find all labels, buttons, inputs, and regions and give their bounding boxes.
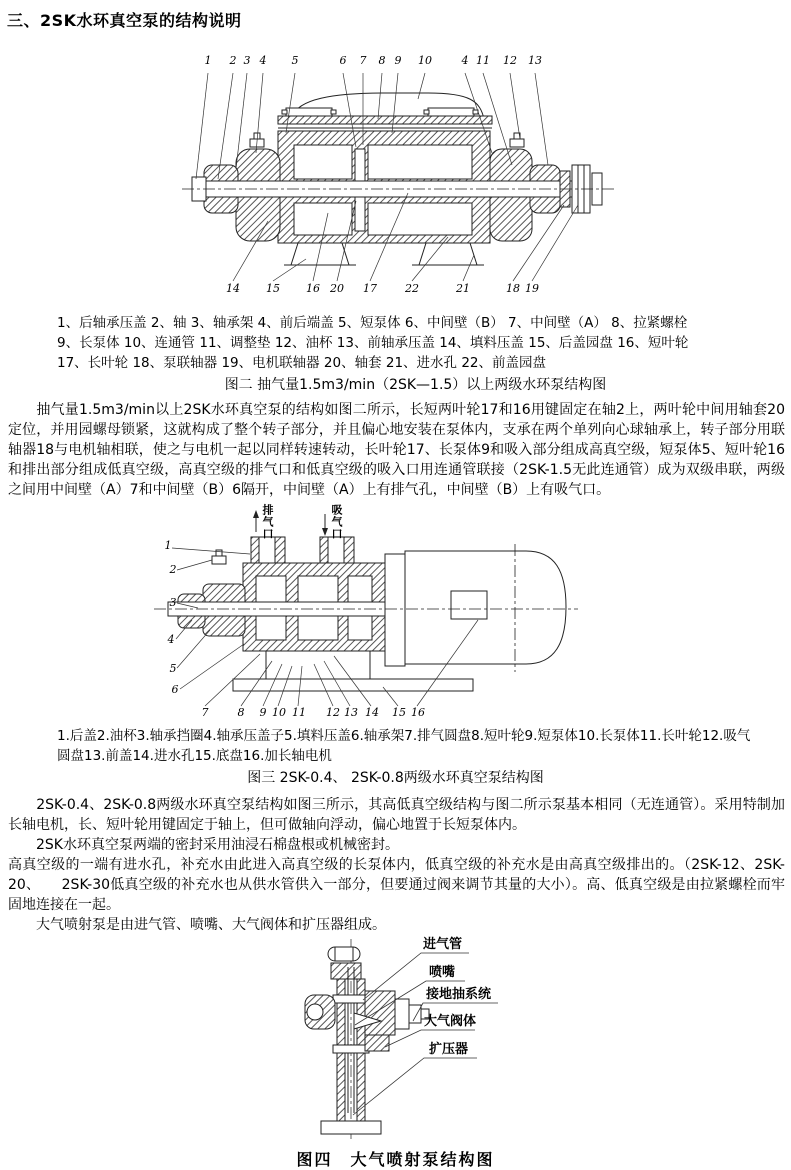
fig3-callout: 6 bbox=[171, 683, 179, 696]
fig2-callout: 19 bbox=[525, 282, 539, 295]
fig4-label-to-pump-system: 接地抽系统 bbox=[426, 987, 492, 1002]
fig2-callout: 17 bbox=[363, 282, 377, 295]
fig2-callout: 13 bbox=[528, 54, 542, 67]
fig4-label-inlet-pipe: 进气管 bbox=[423, 937, 463, 952]
fig2-callout: 1 bbox=[204, 54, 212, 67]
fig2-parts-list bbox=[57, 313, 755, 373]
fig2-callout: 9 bbox=[394, 54, 402, 67]
fig2-callout: 6 bbox=[339, 54, 347, 67]
fig2-callout: 21 bbox=[456, 282, 470, 295]
fig3-callout: 5 bbox=[169, 662, 177, 675]
fig2-callout: 8 bbox=[378, 54, 386, 67]
fig3-callout: 10 bbox=[272, 706, 286, 719]
fig2-caption: 图二 抽气量1.5m3/min（2SK—1.5）以上两级水环泵结构图 bbox=[224, 377, 607, 393]
paragraph-1: 抽气量1.5m3/min以上2SK水环真空泵的结构如图二所示，长短两叶轮17和16用键固定在轴2上，两叶轮中间用轴套20定位，并用园螺母锁紧，这就构成了整个转子部分，并且偏心地安装在泵体内，支承在两个单列向心球轴承上，转子部分用联轴器18与电机轴相联，使之与电机一起以同样转速转动，长叶轮17、长泵体9和吸入部分组成高真空级，短泵体5、短叶轮16和排出部分组成低真空级，高真空级的排气口和低真空级的吸入口用连通管联接（2SK-1.5无此连通管）成为双级串联，两级之间用中间壁（A）7和中间壁（B）6隔开，中间壁（A）上有排气孔，中间壁（B）上有吸气口。 bbox=[8, 402, 785, 498]
fig2-callout: 16 bbox=[306, 282, 320, 295]
fig4-caption: 图四 大气喷射泵结构图 bbox=[296, 1150, 495, 1169]
fig3-callout: 1 bbox=[164, 539, 172, 552]
fig2-callout: 11 bbox=[476, 54, 490, 67]
fig3-callout: 12 bbox=[326, 706, 340, 719]
fig4-label-nozzle: 喷嘴 bbox=[429, 965, 456, 980]
fig3-callout: 9 bbox=[259, 706, 267, 719]
fig3-parts-list: 1.后盖2.油杯3.轴承挡圈4.轴承压盖子5.填料压盖6.轴承架7.排气圆盘8.短叶轮9.短泵体10.长泵体11.长叶轮12.吸气圆盘13.前盖14.进水孔15.底盘16.加长轴电机 bbox=[57, 728, 751, 764]
page-title: 三、2SK水环真空泵的结构说明 bbox=[7, 11, 242, 30]
fig3-suction-port-label: 吸气口 bbox=[330, 504, 343, 540]
figure3-pump-with-motor-drawing bbox=[148, 504, 608, 722]
figure4 bbox=[293, 937, 563, 1143]
figure3 bbox=[148, 504, 608, 722]
fig2-callout: 4 bbox=[259, 54, 267, 67]
fig3-exhaust-port-label: 排气口 bbox=[261, 504, 274, 540]
fig2-callout: 12 bbox=[503, 54, 517, 67]
fig2-parts-line1: 1、后轴承压盖 2、轴 3、轴承架 4、前后端盖 5、短泵体 6、中间壁（B） 7、中间壁（A） 8、拉紧螺栓 bbox=[57, 315, 688, 331]
fig2-callout: 7 bbox=[359, 54, 367, 67]
fig2-callout: 10 bbox=[418, 54, 432, 67]
fig4-label-diffuser: 扩压器 bbox=[429, 1042, 469, 1057]
paragraph-5: 大气喷射泵是由进气管、喷嘴、大气阀体和扩压器组成。 bbox=[8, 917, 386, 933]
fig3-callout: 14 bbox=[365, 706, 379, 719]
fig2-callout: 20 bbox=[330, 282, 344, 295]
fig2-parts-line2: 9、长泵体 10、连通管 11、调整垫 12、油杯 13、前轴承压盖 14、填料压盖 15、后盖园盘 16、短叶轮 bbox=[57, 335, 689, 351]
fig2-parts-line3: 17、长叶轮 18、泵联轴器 19、电机联轴器 20、轴套 21、进水孔 22、前盖园盘 bbox=[57, 355, 547, 371]
fig2-callout: 5 bbox=[291, 54, 299, 67]
fig2-callout: 15 bbox=[266, 282, 280, 295]
fig3-callout: 8 bbox=[237, 706, 245, 719]
figure4-air-jet-pump-drawing bbox=[293, 937, 563, 1143]
figure2 bbox=[180, 53, 630, 309]
fig3-callout: 2 bbox=[169, 563, 177, 576]
fig2-callout: 18 bbox=[506, 282, 520, 295]
fig3-callout: 4 bbox=[167, 633, 175, 646]
fig3-callout: 13 bbox=[344, 706, 358, 719]
fig2-callout: 3 bbox=[243, 54, 251, 67]
fig3-callout: 16 bbox=[411, 706, 425, 719]
paragraph-4: 高真空级的一端有进水孔，补充水由此进入高真空级的长泵体内，低真空级的补充水是由高真空级排出的。（2SK-12、2SK-20、 2SK-30低真空级的补充水也从供水管供入一部分，但要通过阀来调节其量的大小）。高、低真空级是由拉紧螺栓而牢固地连接在一起。 bbox=[8, 857, 785, 913]
fig3-callout: 15 bbox=[392, 706, 406, 719]
fig3-callout: 11 bbox=[292, 706, 306, 719]
fig2-callout: 4 bbox=[461, 54, 469, 67]
paragraph-3: 2SK水环真空泵两端的密封采用油浸石棉盘根或机械密封。 bbox=[8, 837, 399, 853]
fig4-label-air-valve-body: 大气阀体 bbox=[424, 1014, 477, 1029]
fig2-callout: 2 bbox=[229, 54, 237, 67]
fig3-caption: 图三 2SK-0.4、 2SK-0.8两级水环真空泵结构图 bbox=[247, 770, 544, 786]
fig3-callout: 3 bbox=[169, 596, 177, 609]
fig2-callout: 22 bbox=[405, 282, 419, 295]
fig3-callout: 7 bbox=[201, 706, 209, 719]
figure2-pump-cross-section-drawing bbox=[180, 53, 630, 309]
paragraph-2: 2SK-0.4、2SK-0.8两级水环真空泵结构如图三所示，其高低真空级结构与图二所示泵基本相同（无连通管）。采用特制加长轴电机，长、短叶轮用键固定于轴上，但可做轴向浮动，偏心地置于长短泵体内。 bbox=[8, 797, 785, 833]
fig2-callout: 14 bbox=[226, 282, 240, 295]
